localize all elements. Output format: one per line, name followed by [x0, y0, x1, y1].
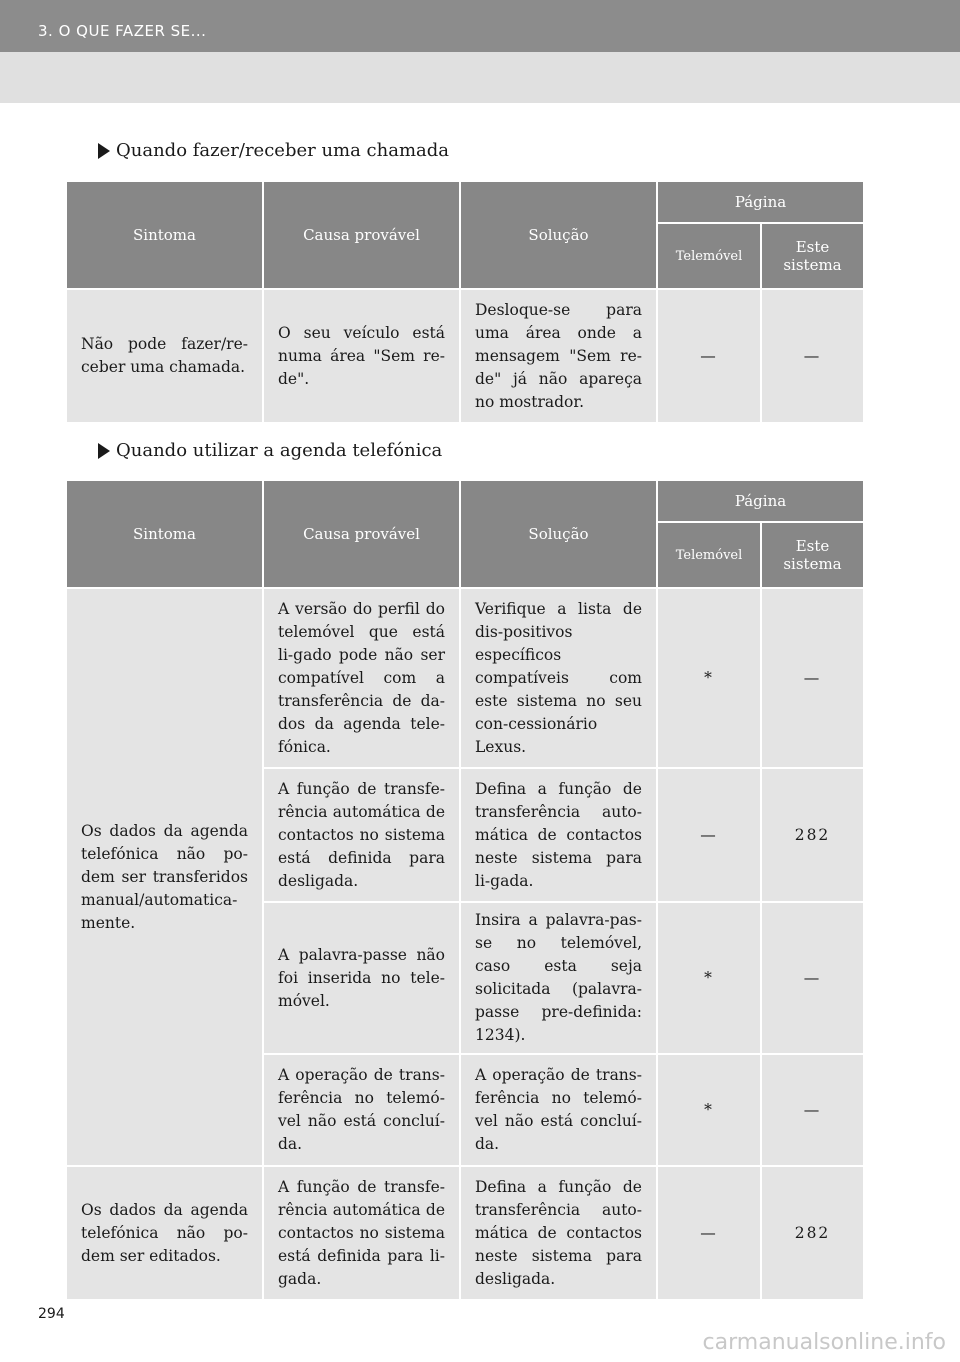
cause-cell: A função de transfe-rência automática de contactos no sistema está definida para desligada. [263, 768, 460, 902]
system-page-cell: — [761, 902, 864, 1054]
col-header-solution: Solução [460, 480, 657, 588]
solution-cell: A operação de trans-ferência no telemó-vel não está concluí-da. [460, 1054, 657, 1166]
col-header-page: Página [657, 181, 864, 223]
phone-page-cell: * [657, 588, 761, 768]
solution-cell: Desloque-se para uma área onde a mensagem "Sem re-de" já não apareça no mostrador. [460, 289, 657, 423]
phone-page-cell: — [657, 1166, 761, 1300]
col-header-system: Este sistema [761, 223, 864, 289]
col-header-cause: Causa provável [263, 181, 460, 289]
symptom-cell: Não pode fazer/re-ceber uma chamada. [66, 289, 263, 423]
section-heading-text: Quando utilizar a agenda telefónica [116, 440, 443, 461]
symptom-cell: Os dados da agenda telefónica não po-dem ser transferidos manual/automatica-mente. [66, 588, 263, 1166]
col-header-solution: Solução [460, 181, 657, 289]
solution-cell: Defina a função de transferência auto-mática de contactos neste sistema para li-gada. [460, 768, 657, 902]
system-page-cell: — [761, 289, 864, 423]
watermark: carmanualsonline.info [702, 1330, 946, 1355]
col-header-cause: Causa provável [263, 480, 460, 588]
chapter-title: 3. O QUE FAZER SE... [38, 22, 207, 40]
cause-cell: A versão do perfil do telemóvel que está li-gado pode não ser compatível com a transferência de da-dos da agenda tele-fónica. [263, 588, 460, 768]
triangle-bullet-icon [98, 443, 110, 459]
col-header-system: Este sistema [761, 522, 864, 588]
section-heading-call [98, 140, 449, 161]
system-page-cell: 282 [761, 1166, 864, 1300]
section-heading-phonebook [98, 440, 442, 461]
phone-page-cell: * [657, 1054, 761, 1166]
system-page-cell: — [761, 588, 864, 768]
cause-cell: A função de transfe-rência automática de contactos no sistema está definida para li-gada. [263, 1166, 460, 1300]
header-subbar [0, 52, 960, 103]
col-header-symptom: Sintoma [66, 181, 263, 289]
section-heading-text: Quando fazer/receber uma chamada [116, 140, 450, 161]
call-troubleshooting-table [65, 180, 865, 424]
phonebook-troubleshooting-table [65, 479, 865, 1301]
solution-cell: Insira a palavra-pas-se no telemóvel, caso esta seja solicitada (palavra-passe pre-definida: 1234). [460, 902, 657, 1054]
phone-page-cell: * [657, 902, 761, 1054]
cause-cell: A operação de trans-ferência no telemó-vel não está concluí-da. [263, 1054, 460, 1166]
phone-page-cell: — [657, 768, 761, 902]
phone-page-cell: — [657, 289, 761, 423]
col-header-phone: Telemóvel [657, 522, 761, 588]
page-number: 294 [38, 1306, 65, 1322]
cause-cell: O seu veículo está numa área "Sem re-de". [263, 289, 460, 423]
table-row [66, 289, 864, 423]
col-header-phone: Telemóvel [657, 223, 761, 289]
cause-cell: A palavra-passe não foi inserida no tele-móvel. [263, 902, 460, 1054]
col-header-page: Página [657, 480, 864, 522]
table-row [66, 588, 864, 768]
system-page-cell: 282 [761, 768, 864, 902]
symptom-cell: Os dados da agenda telefónica não po-dem ser editados. [66, 1166, 263, 1300]
col-header-symptom: Sintoma [66, 480, 263, 588]
solution-cell: Defina a função de transferência auto-mática de contactos neste sistema para desligada. [460, 1166, 657, 1300]
solution-cell: Verifique a lista de dis-positivos específicos compatíveis com este sistema no seu con-cessionário Lexus. [460, 588, 657, 768]
chapter-header-bar [0, 0, 960, 52]
table-row [66, 1166, 864, 1300]
system-page-cell: — [761, 1054, 864, 1166]
triangle-bullet-icon [98, 143, 110, 159]
